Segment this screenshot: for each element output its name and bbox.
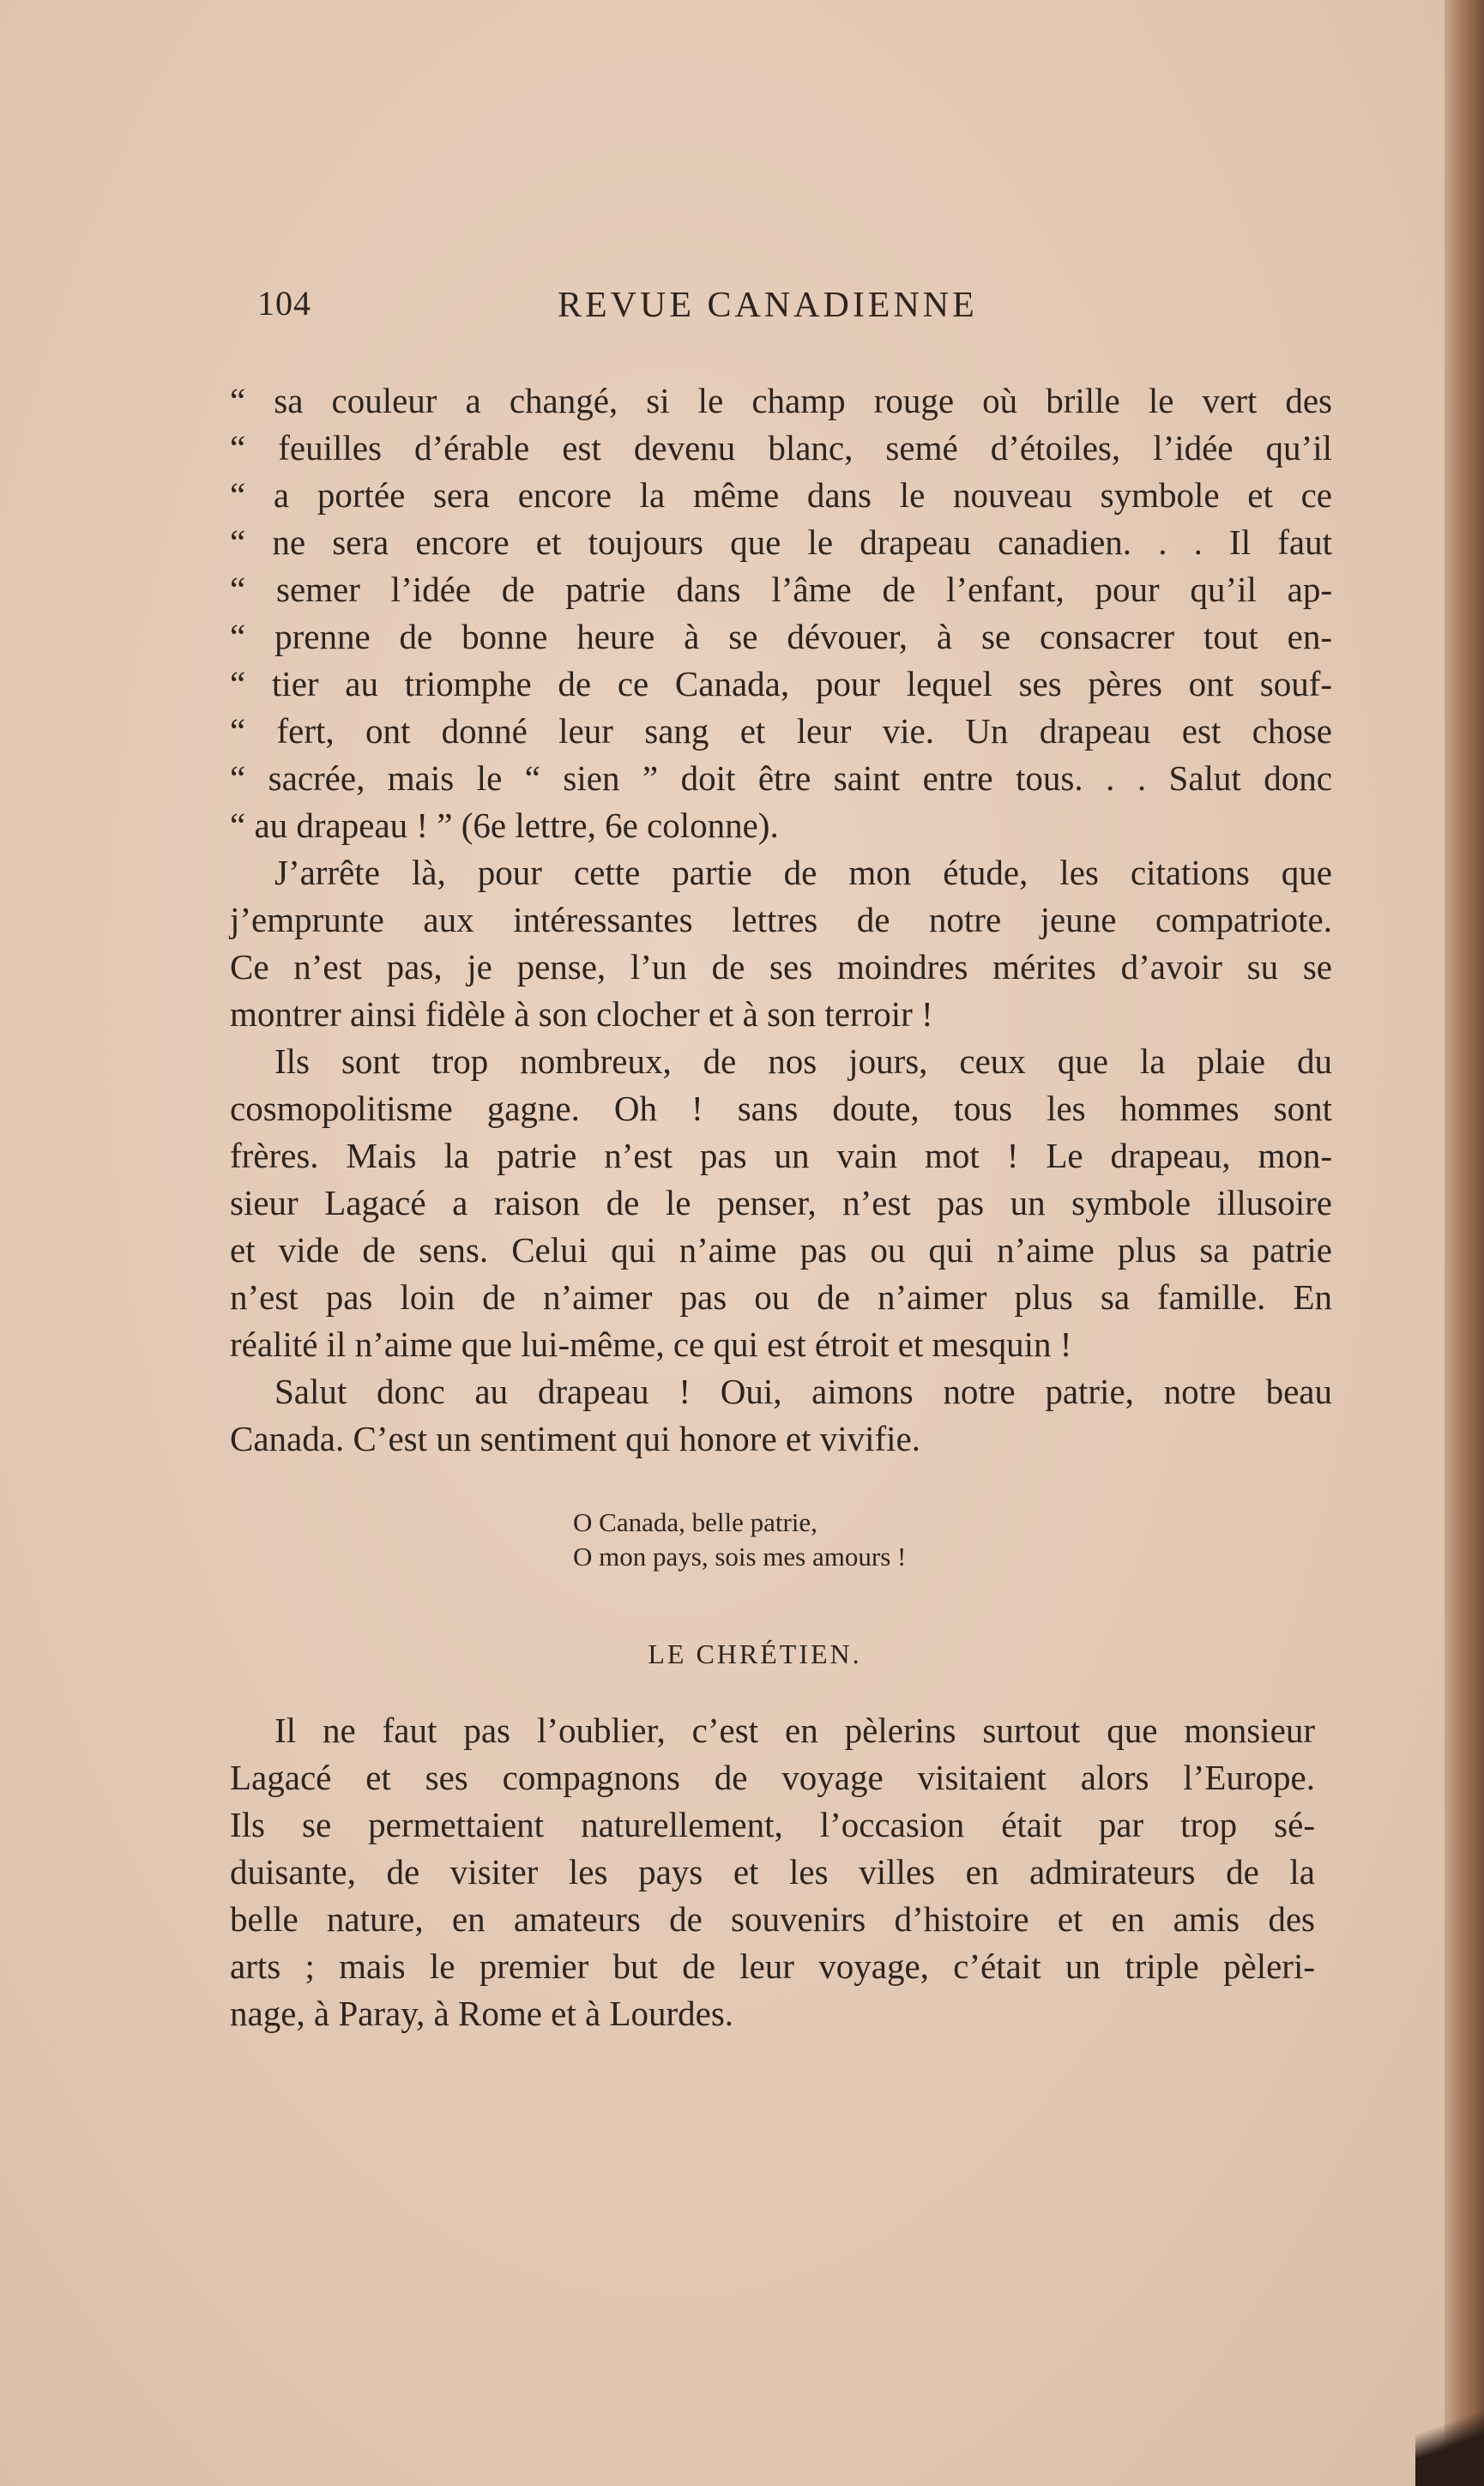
text-line: J’arrête là, pour cette partie de mon étude, les citations que bbox=[274, 853, 1332, 892]
text-line: frères. Mais la patrie n’est pas un vain mot ! Le drapeau, mon- bbox=[230, 1136, 1332, 1175]
text-line: “ feuilles d’érable est devenu blanc, semé d’étoiles, l’idée qu’il bbox=[230, 428, 1332, 468]
text-line: “ a portée sera encore la même dans le nouveau symbole et ce bbox=[230, 475, 1332, 515]
running-head: REVUE CANADIENNE bbox=[558, 286, 978, 325]
page-corner-shadow bbox=[1415, 2383, 1484, 2486]
text-line: arts ; mais le premier but de leur voyage, c’était un triple pèleri- bbox=[230, 1946, 1315, 1986]
text-line: “ semer l’idée de patrie dans l’âme de l’enfant, pour qu’il ap- bbox=[230, 570, 1332, 609]
text-line: j’emprunte aux intéressantes lettres de notre jeune compatriote. bbox=[230, 900, 1332, 939]
text-line: Salut donc au drapeau ! Oui, aimons notre patrie, notre beau bbox=[274, 1372, 1332, 1411]
text-line: “ tier au triomphe de ce Canada, pour lequel ses pères ont souf- bbox=[230, 664, 1332, 703]
text-line: belle nature, en amateurs de souvenirs d’histoire et en amis des bbox=[230, 1899, 1315, 1939]
page-header bbox=[257, 283, 1338, 335]
text-line: sieur Lagacé a raison de le penser, n’est pas un symbole illusoire bbox=[230, 1183, 1332, 1222]
text-line: réalité il n’aime que lui-même, ce qui est étroit et mesquin ! bbox=[230, 1324, 1072, 1364]
text-line: “ sacrée, mais le “ sien ” doit être saint entre tous. . . Salut donc bbox=[230, 758, 1332, 798]
section-text bbox=[230, 1707, 1315, 2037]
text-line: “ au drapeau ! ” (6e lettre, 6e colonne). bbox=[230, 806, 779, 845]
verse-line: O Canada, belle patrie, bbox=[573, 1507, 817, 1537]
text-line: duisante, de visiter les pays et les villes en admirateurs de la bbox=[230, 1852, 1315, 1892]
text-line: “ ne sera encore et toujours que le drapeau canadien. . . Il faut bbox=[230, 522, 1332, 562]
text-line: “ fert, ont donné leur sang et leur vie. Un drapeau est chose bbox=[230, 711, 1332, 751]
text-line: Il ne faut pas l’oublier, c’est en pèlerins surtout que monsieur bbox=[274, 1711, 1315, 1750]
paragraph-salut bbox=[230, 1368, 1332, 1463]
text-line: cosmopolitisme gagne. Oh ! sans doute, tous les hommes sont bbox=[230, 1089, 1332, 1128]
text-line: nage, à Paray, à Rome et à Lourdes. bbox=[230, 1994, 734, 2033]
text-line: montrer ainsi fidèle à son clocher et à son terroir ! bbox=[230, 994, 933, 1034]
verse-quote bbox=[573, 1505, 906, 1574]
section-title: LE CHRÉTIEN. bbox=[648, 1638, 862, 1669]
book-spine-shadow bbox=[1445, 0, 1484, 2486]
paragraph-pelerins bbox=[230, 1707, 1315, 2037]
text-line: Canada. C’est un sentiment qui honore et vivifie. bbox=[230, 1419, 921, 1458]
text-line: Ils sont trop nombreux, de nos jours, ceux que la plaie du bbox=[274, 1041, 1332, 1081]
text-line: Ils se permettaient naturellement, l’occasion était par trop sé- bbox=[230, 1805, 1315, 1844]
text-line: Lagacé et ses compagnons de voyage visitaient alors l’Europe. bbox=[230, 1758, 1315, 1797]
text-line: Ce n’est pas, je pense, l’un de ses moindres mérites d’avoir su se bbox=[230, 947, 1332, 987]
paragraph-cosmopolitisme bbox=[230, 1038, 1332, 1368]
verse-line: O mon pays, sois mes amours ! bbox=[573, 1542, 907, 1572]
text-line: n’est pas loin de n’aimer pas ou de n’aimer plus sa famille. En bbox=[230, 1277, 1332, 1317]
text-line: “ prenne de bonne heure à se dévouer, à se consacrer tout en- bbox=[230, 617, 1332, 656]
page-number: 104 bbox=[257, 284, 311, 323]
main-text bbox=[230, 377, 1332, 1463]
paragraph-citations bbox=[230, 849, 1332, 1038]
text-line: et vide de sens. Celui qui n’aime pas ou qui n’aime plus sa patrie bbox=[230, 1230, 1332, 1270]
text-line: “ sa couleur a changé, si le champ rouge où brille le vert des bbox=[230, 381, 1332, 420]
quote-paragraph bbox=[230, 377, 1332, 849]
